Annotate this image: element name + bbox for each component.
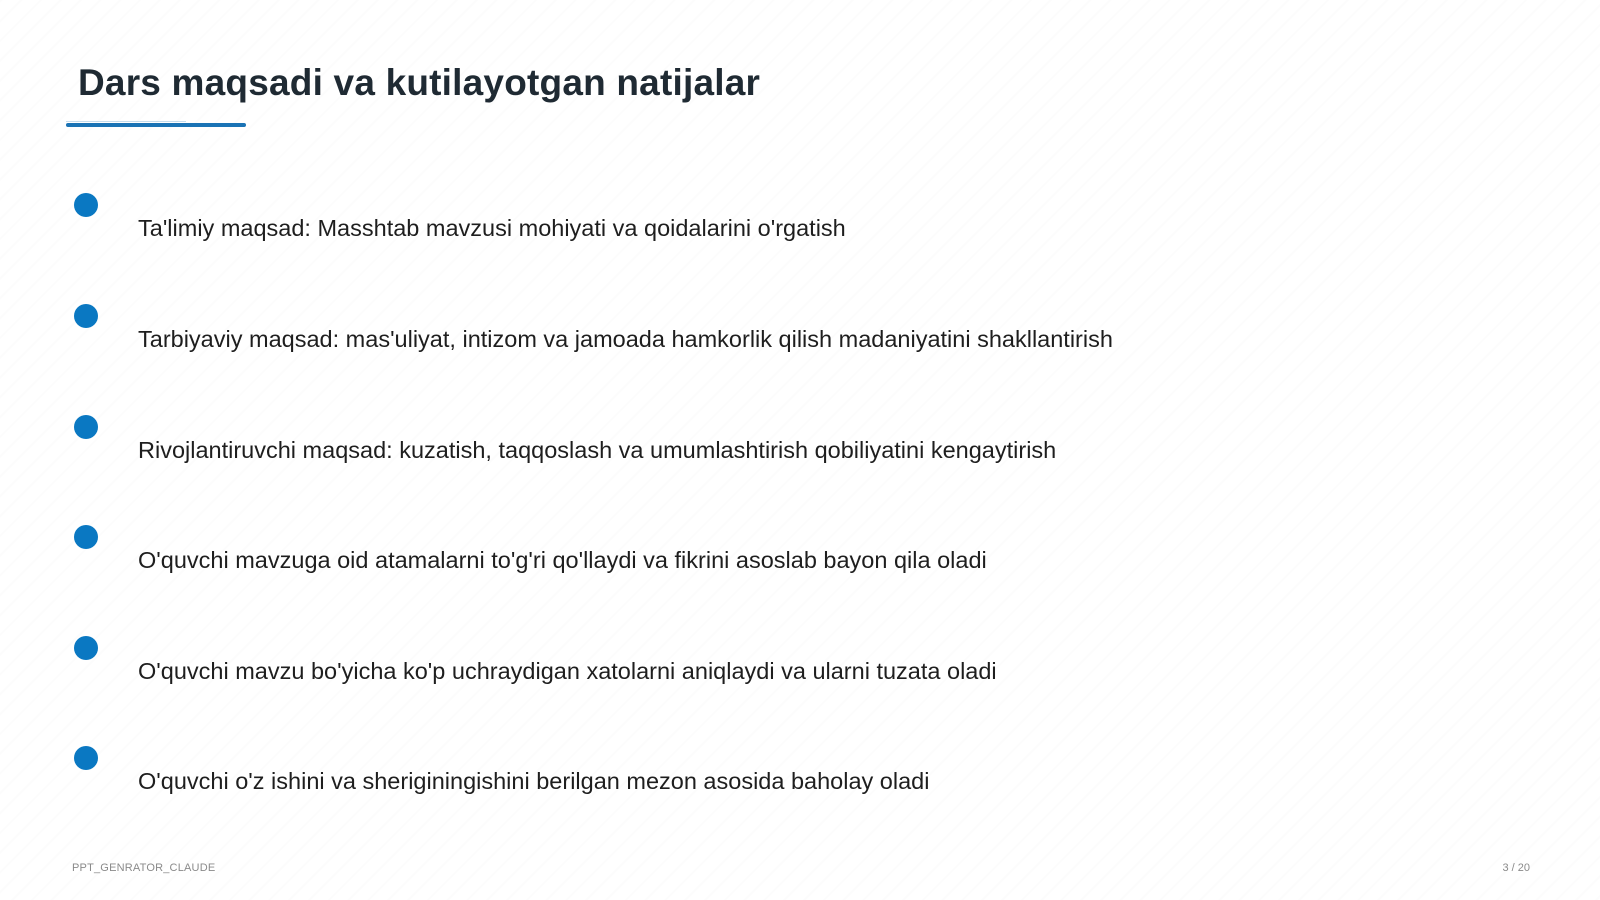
slide-title: Dars maqsadi va kutilayotgan natijalar [78, 62, 761, 103]
bullet-dot-icon [74, 415, 98, 439]
bullet-item [72, 525, 1532, 585]
bullet-text: O'quvchi o'z ishini va sheriginingishini berilgan mezon asosida baholay oladi [138, 768, 930, 794]
bullet-item [72, 415, 1532, 475]
bullet-text: Ta'limiy maqsad: Masshtab mavzusi mohiyati va qoidalarini o'rgatish [138, 215, 846, 241]
footer-generator-label: PPT_GENRATOR_CLAUDE [72, 862, 216, 874]
bullet-dot-icon [74, 636, 98, 660]
bullet-dot-icon [74, 193, 98, 217]
bullet-item [72, 193, 1532, 253]
bullet-text: O'quvchi mavzu bo'yicha ko'p uchraydigan xatolarni aniqlaydi va ularni tuzata oladi [138, 658, 997, 684]
bullet-text: O'quvchi mavzuga oid atamalarni to'g'ri qo'llaydi va fikrini asoslab bayon qila oladi [138, 547, 987, 573]
bullet-item [72, 746, 1532, 806]
slide-page-number: 3 / 20 [1502, 862, 1530, 874]
bullet-item [72, 304, 1532, 364]
bullet-text: Tarbiyaviy maqsad: mas'uliyat, intizom va jamoada hamkorlik qilish madaniyatini shakllantirish [138, 326, 1113, 352]
bullet-text: Rivojlantiruvchi maqsad: kuzatish, taqqoslash va umumlashtirish qobiliyatini kengaytirish [138, 437, 1057, 463]
bullet-dot-icon [74, 304, 98, 328]
bullet-dot-icon [74, 746, 98, 770]
bullet-item [72, 636, 1532, 696]
bullet-dot-icon [74, 525, 98, 549]
